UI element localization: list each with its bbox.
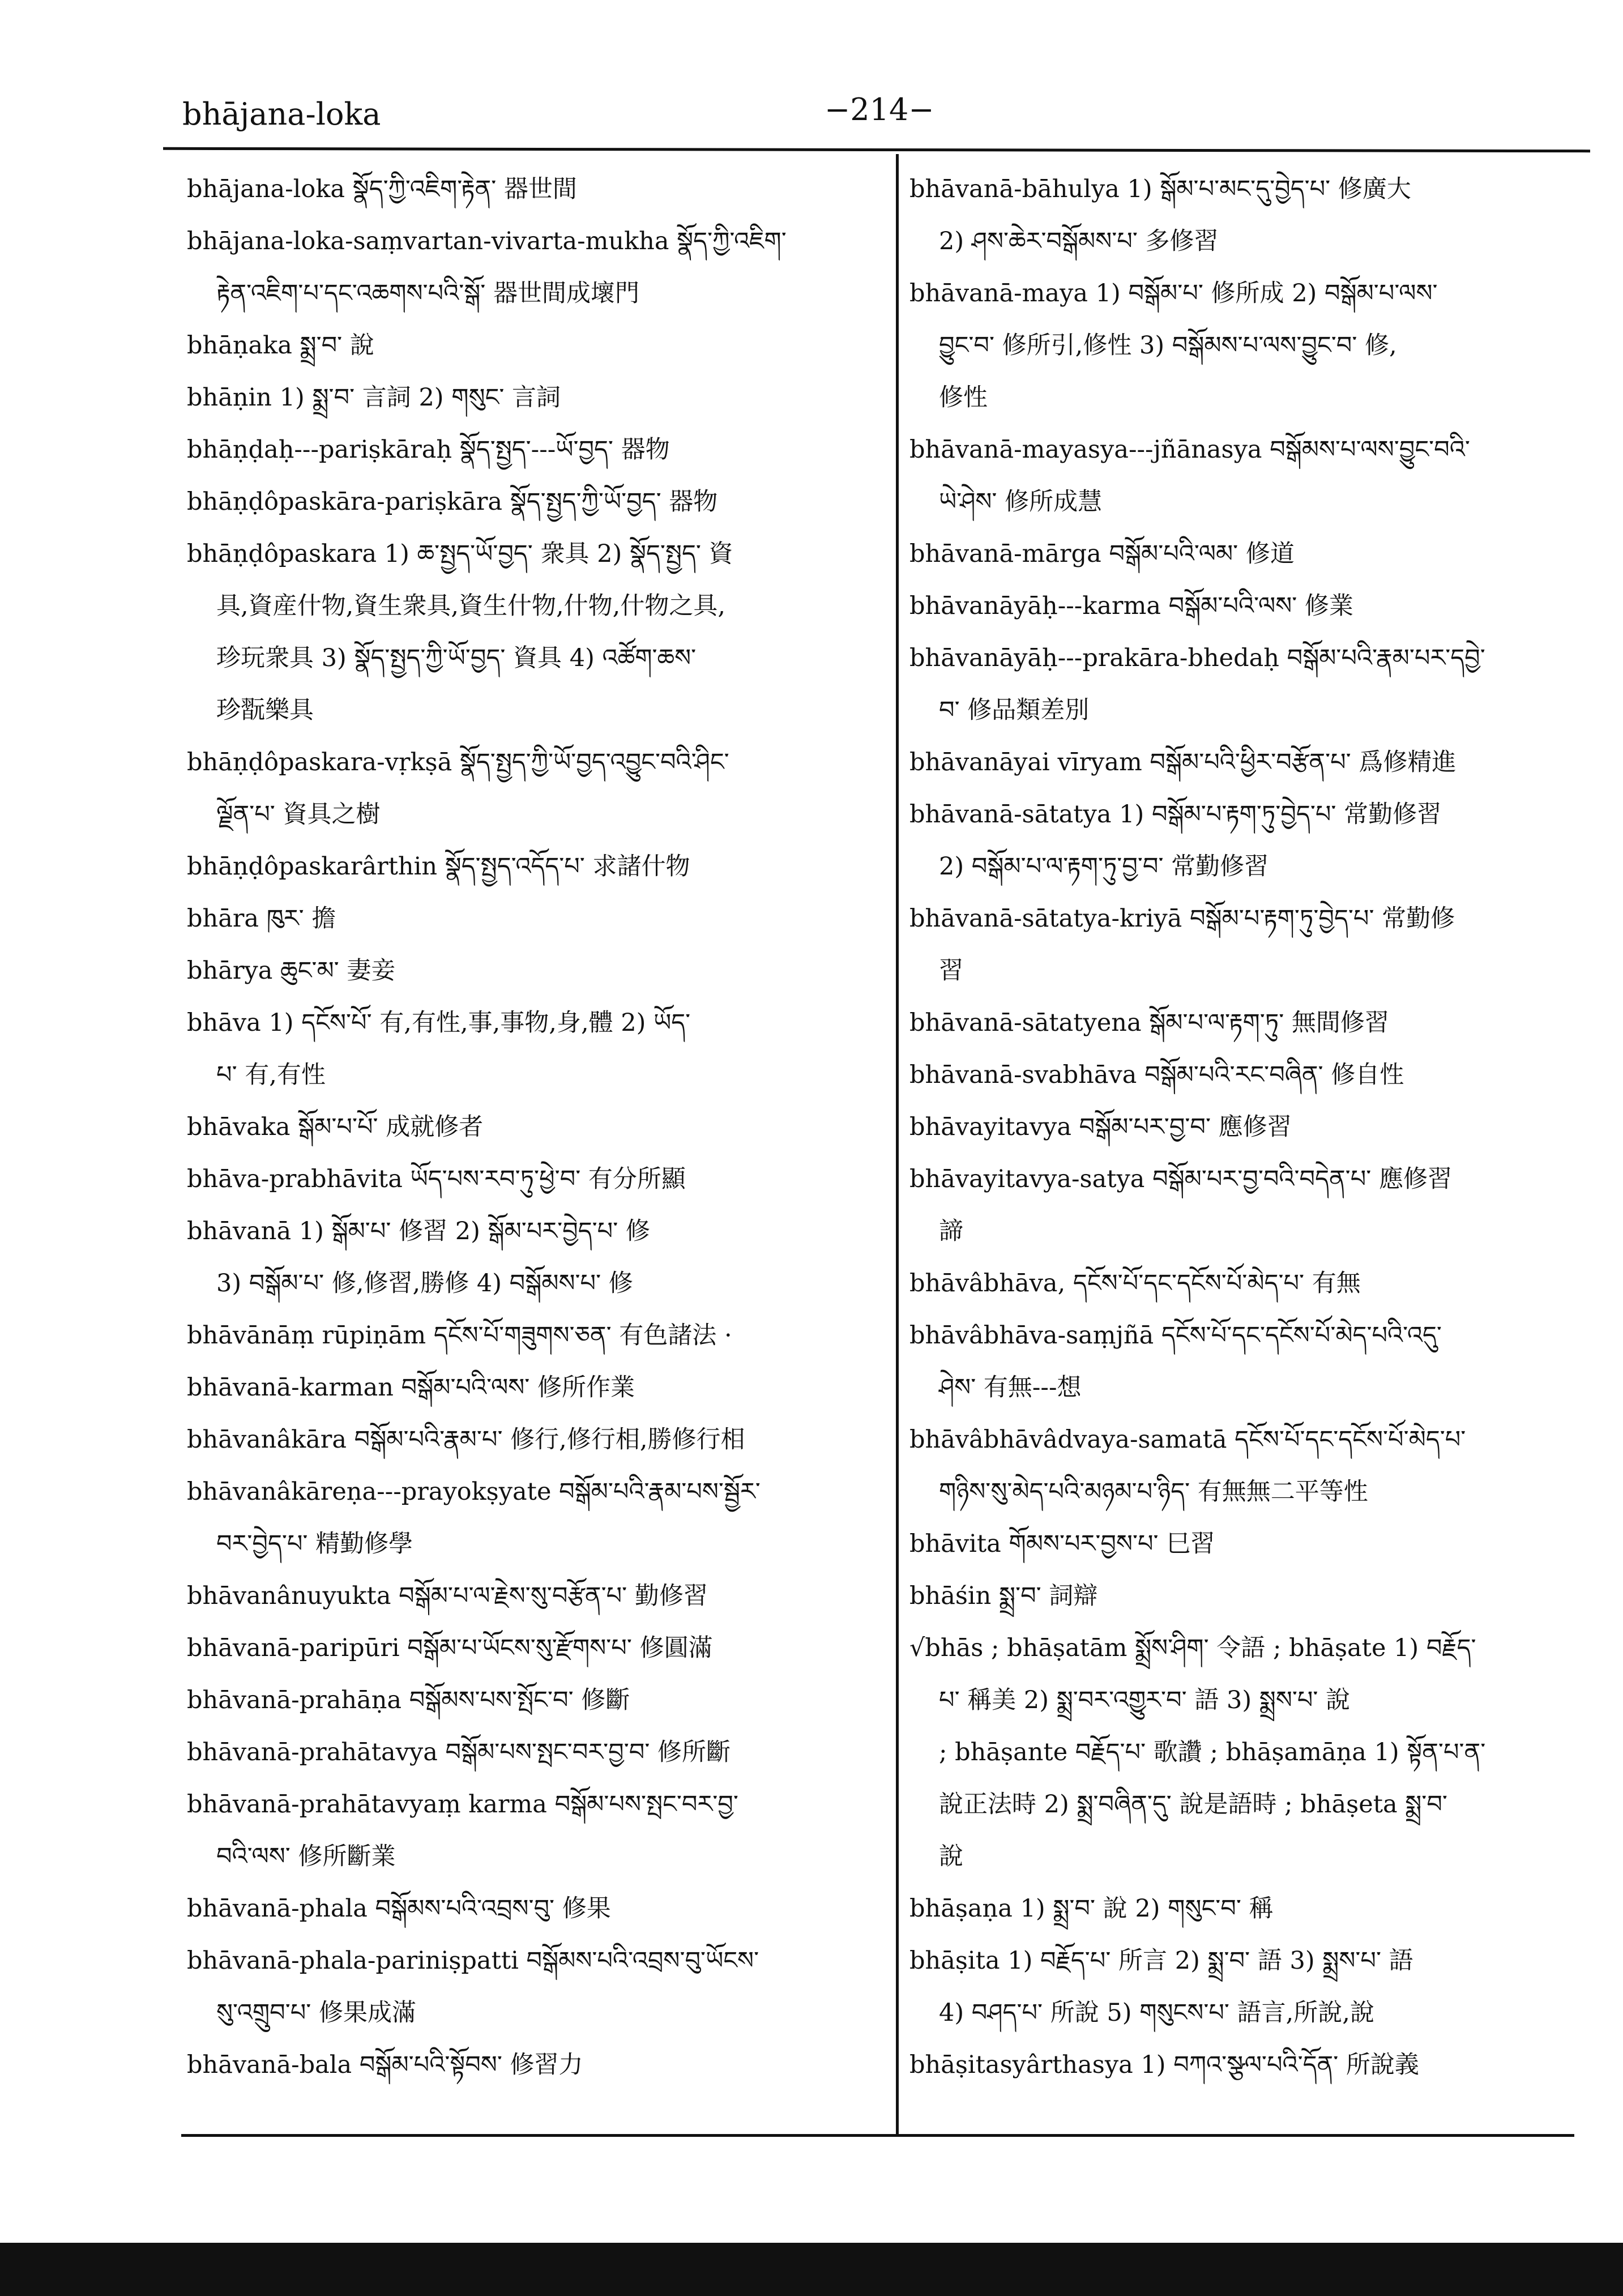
entry-line: bhāvanânuyukta བསྒོམ་པ་ལ་རྗེས་སུ་བརྩོན་པ་ 勤修習 xyxy=(187,1582,708,1610)
entry-continuation-line: བྱུང་བ་ 修所引,修性 3) བསྒོམས་པ་ལས་བྱུང་བ་ 修, xyxy=(939,331,1397,360)
right-column xyxy=(909,163,1600,2091)
entry-line: bhājana-loka-saṃvartan-vivarta-mukha སྣོད་ཀྱི་འཇིག་ xyxy=(187,227,787,255)
entry-line: bhāṇḍôpaskara 1) ཆ་སྤྱད་ཡོ་བྱད་ 衆具 2) སྣོད་སྤྱད་ 資 xyxy=(187,540,733,568)
entry-line: bhāvanā-maya 1) བསྒོམ་པ་ 修所成 2) བསྒོམ་པ་ལས་ xyxy=(909,279,1438,308)
entry-line: bhārya ཆུང་མ་ 妻妾 xyxy=(187,957,396,985)
entry-continuation-line: 說 xyxy=(939,1842,963,1871)
entry-line: bhāvanā-phala བསྒོམས་པའི་འབྲས་བུ་ 修果 xyxy=(187,1894,611,1923)
entry-continuation-line: གཉིས་སུ་མེད་པའི་མཉམ་པ་ཉིད་ 有無無二平等性 xyxy=(939,1478,1368,1506)
entry-line: bhāvanā-prahātavyaṃ karma བསྒོམ་པས་སྤང་བར་བྱ་ xyxy=(187,1790,738,1819)
entry-line: bhāvâbhāvâdvaya-samatā དངོས་པོ་དང་དངོས་པོ་མེད་པ་ xyxy=(909,1426,1466,1454)
entry-line: bhāvayitavya-satya བསྒོམ་པར་བྱ་བའི་བདེན་པ་ 應修習 xyxy=(909,1165,1452,1193)
entry-continuation-line: 諦 xyxy=(939,1217,963,1245)
entry-continuation-line: 珍翫樂具 xyxy=(216,696,314,724)
entry-continuation-line: བ་ 修品類差別 xyxy=(939,696,1090,724)
entry-continuation-line: 4) བཤད་པ་ 所說 5) གསུངས་པ་ 語言,所說,說 xyxy=(939,1999,1374,2027)
footer-rule xyxy=(181,2134,1574,2137)
entry-line: bhāvanā-karman བསྒོམ་པའི་ལས་ 修所作業 xyxy=(187,1373,635,1402)
entry-continuation-line: ཡེ་ཤེས་ 修所成慧 xyxy=(939,488,1103,516)
entry-line: bhāvaka སྒོམ་པ་པོ་ 成就修者 xyxy=(187,1113,484,1141)
entry-line: bhāvanāyāḥ---karma བསྒོམ་པའི་ལས་ 修業 xyxy=(909,592,1353,620)
entry-continuation-line: བའི་ལས་ 修所斷業 xyxy=(216,1842,396,1871)
entry-line: bhāra ཁུར་ 擔 xyxy=(187,904,336,933)
entry-line: bhāvanāyai vīryam བསྒོམ་པའི་ཕྱིར་བརྩོན་པ་ 爲修精進 xyxy=(909,748,1457,776)
entry-line: bhāvanā-sātatyena སྒོམ་པ་ལ་རྟག་ཏུ་ 無間修習 xyxy=(909,1009,1389,1037)
entry-continuation-line: 說正法時 2) སྨྲ་བཞིན་དུ་ 說是語時 ; bhāṣeta སྨྲ་བ་ xyxy=(939,1790,1447,1819)
entry-line: bhāṣita 1) བརྗོད་པ་ 所言 2) སྨྲ་བ་ 語 3) སྨྲས་པ་ 語 xyxy=(909,1947,1413,1975)
entry-line: bhāvâbhāva, དངོས་པོ་དང་དངོས་པོ་མེད་པ་ 有無 xyxy=(909,1269,1361,1298)
entry-line: bhāṇin 1) སྨྲ་བ་ 言詞 2) གསུང་ 言詞 xyxy=(187,383,561,412)
entry-continuation-line: 2) བསྒོམ་པ་ལ་རྟག་ཏུ་བྱ་བ་ 常勤修習 xyxy=(939,852,1269,881)
entry-continuation-line: བར་བྱེད་པ་ 精勤修學 xyxy=(216,1530,413,1558)
entry-line: bhāvanā-bāhulya 1) སྒོམ་པ་མང་དུ་བྱེད་པ་ 修廣大 xyxy=(909,175,1411,203)
entry-continuation-line: ཤེས་ 有無---想 xyxy=(939,1373,1082,1402)
entry-line: bhāvanâkāra བསྒོམ་པའི་རྣམ་པ་ 修行,修行相,勝修行相 xyxy=(187,1426,745,1454)
entry-line: bhājana-loka སྣོད་ཀྱི་འཇིག་རྟེན་ 器世間 xyxy=(187,175,577,203)
entry-continuation-line: རྟེན་འཇིག་པ་དང་འཆགས་པའི་སྒོ་ 器世間成壞門 xyxy=(216,279,639,308)
entry-line: bhāvanā-sātatya 1) བསྒོམ་པ་རྟག་ཏུ་བྱེད་པ་ 常勤修習 xyxy=(909,800,1442,829)
left-column xyxy=(187,163,883,2091)
entry-line: bhāṣitasyârthasya 1) བཀའ་སྩལ་པའི་དོན་ 所說義 xyxy=(909,2051,1419,2079)
entry-line: bhāvanā-sātatya-kriyā བསྒོམ་པ་རྟག་ཏུ་བྱེད་པ་ 常勤修 xyxy=(909,904,1455,933)
entry-line: bhāvanā-phala-pariniṣpatti བསྒོམས་པའི་འབྲས་བུ་ཡོངས་ xyxy=(187,1947,759,1975)
entry-line: bhāṇḍôpaskāra-pariṣkāra སྣོད་སྤྱད་ཀྱི་ཡོ་བྱད་ 器物 xyxy=(187,488,718,516)
entry-line: bhāvanā-prahātavya བསྒོམ་པས་སྤང་བར་བྱ་བ་ 修所斷 xyxy=(187,1738,731,1766)
entry-line: bhāvanāyāḥ---prakāra-bhedaḥ བསྒོམ་པའི་རྣམ་པར་དབྱེ་ xyxy=(909,644,1485,672)
entry-continuation-line: ; bhāṣante བརྗོད་པ་ 歌讚 ; bhāṣamāṇa 1) སྟོན་པ་ན་ xyxy=(939,1738,1486,1766)
entry-line: bhāvâbhāva-saṃjñā དངོས་པོ་དང་དངོས་པོ་མེད་པའི་འདུ་ xyxy=(909,1321,1442,1350)
entry-line: bhāvanā 1) སྒོམ་པ་ 修習 2) སྒོམ་པར་བྱེད་པ་ 修 xyxy=(187,1217,650,1245)
entry-line: bhāvanā-prahāṇa བསྒོམས་པས་སྤོང་བ་ 修斷 xyxy=(187,1686,630,1714)
entry-line: bhāvānāṃ rūpiṇām དངོས་པོ་གཟུགས་ཅན་ 有色諸法 · xyxy=(187,1321,732,1350)
entry-line: bhāva-prabhāvita ཡོད་པས་རབ་ཏུ་ཕྱེ་བ་ 有分所顯 xyxy=(187,1165,686,1193)
entry-line: bhāvanā-bala བསྒོམ་པའི་སྟོབས་ 修習力 xyxy=(187,2051,583,2079)
entry-continuation-line: ལྗོན་པ་ 資具之樹 xyxy=(216,800,381,829)
entry-continuation-line: 具,資産什物,資生衆具,資生什物,什物,什物之具, xyxy=(216,592,726,620)
running-header: bhājana-loka xyxy=(182,96,381,132)
entry-continuation-line: 修性 xyxy=(939,383,988,412)
entry-line: bhāṇaka སྨྲ་བ་ 說 xyxy=(187,331,374,360)
entry-line: bhāvita གོམས་པར་བྱས་པ་ 巳習 xyxy=(909,1530,1215,1558)
entry-line: bhāvanā-mayasya---jñānasya བསྒོམས་པ་ལས་བྱུང་བའི་ xyxy=(909,436,1470,464)
entry-continuation-line: 3) བསྒོམ་པ་ 修,修習,勝修 4) བསྒོམས་པ་ 修 xyxy=(216,1269,633,1298)
header-rule xyxy=(163,147,1590,152)
entry-continuation-line: པ་ 有,有性 xyxy=(216,1061,326,1089)
entry-line: bhāṇḍôpaskarârthin སྣོད་སྤྱད་འདོད་པ་ 求諸什物 xyxy=(187,852,690,881)
entry-line: √bhās ; bhāṣatām སྨྲོས་ཤིག་ 令語 ; bhāṣate 1) བརྗོད་ xyxy=(909,1634,1476,1662)
scan-edge-band xyxy=(0,2243,1623,2296)
entry-continuation-line: 2) ཤས་ཆེར་བསྒོམས་པ་ 多修習 xyxy=(939,227,1219,255)
entry-line: bhāṣaṇa 1) སྨྲ་བ་ 說 2) གསུང་བ་ 稱 xyxy=(909,1894,1274,1923)
entry-line: bhāvanâkāreṇa---prayokṣyate བསྒོམ་པའི་རྣམ་པས་སྦྱོར་ xyxy=(187,1478,761,1506)
entry-line: bhāṇḍaḥ---pariṣkāraḥ སྣོད་སྤྱད་---ཡོ་བྱད་ 器物 xyxy=(187,436,670,464)
entry-line: bhāvanā-svabhāva བསྒོམ་པའི་རང་བཞིན་ 修自性 xyxy=(909,1061,1404,1089)
entry-continuation-line: པ་ 稱美 2) སྨྲ་བར་འགྱུར་བ་ 語 3) སྨྲས་པ་ 說 xyxy=(939,1686,1351,1714)
column-divider xyxy=(896,154,899,2136)
entry-line: bhāva 1) དངོས་པོ་ 有,有性,事,事物,身,體 2) ཡོད་ xyxy=(187,1009,691,1037)
entry-line: bhāvanā-paripūri བསྒོམ་པ་ཡོངས་སུ་རྫོགས་པ་ 修圓滿 xyxy=(187,1634,713,1662)
page-number: −214− xyxy=(825,92,934,127)
entry-line: bhāvayitavya བསྒོམ་པར་བྱ་བ་ 應修習 xyxy=(909,1113,1292,1141)
entry-continuation-line: 珍玩衆具 3) སྣོད་སྤྱད་ཀྱི་ཡོ་བྱད་ 資具 4) འཚོག་ཆས་ xyxy=(216,644,697,672)
entry-line: bhāśin སྨྲ་བ་ 詞辯 xyxy=(909,1582,1098,1610)
entry-line: bhāṇḍôpaskara-vṛkṣā སྣོད་སྤྱད་ཀྱི་ཡོ་བྱད་འབྱུང་བའི་ཤིང་ xyxy=(187,748,729,776)
entry-continuation-line: སུ་འགྲུབ་པ་ 修果成滿 xyxy=(216,1999,416,2027)
entry-continuation-line: 習 xyxy=(939,957,963,985)
entry-line: bhāvanā-mārga བསྒོམ་པའི་ལམ་ 修道 xyxy=(909,540,1295,568)
